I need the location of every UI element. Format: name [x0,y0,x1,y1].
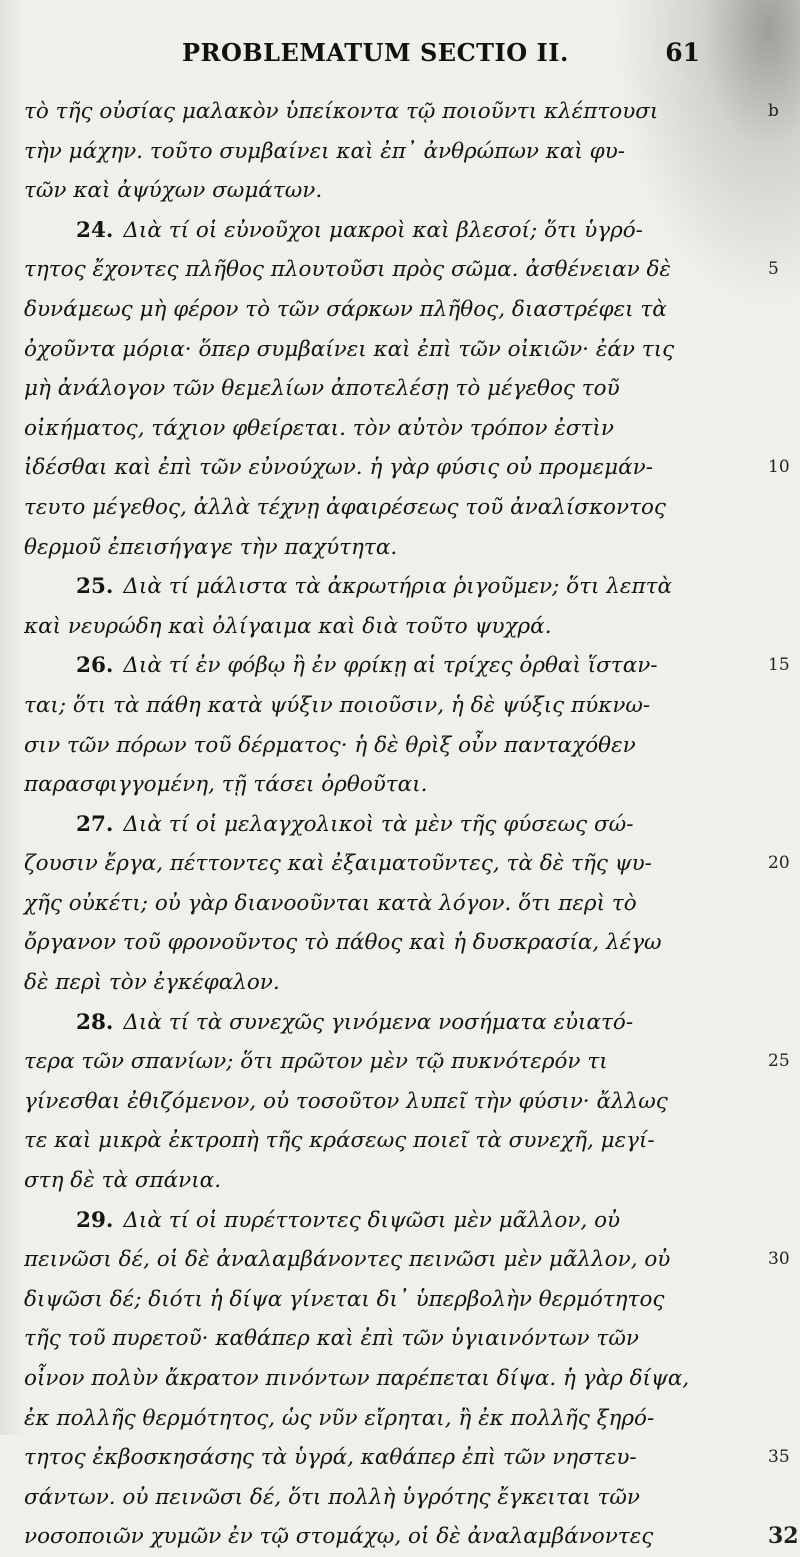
folio-marker: b [768,101,779,121]
text-line [24,884,744,924]
line-content [24,369,620,409]
text-line [24,1399,744,1439]
text-line [24,1280,744,1320]
line-content [24,1517,653,1557]
line-text: Διὰ τί οἱ μελαγχολικοὶ τὰ μὲν τῆς φύσεως σώ- [123,811,634,837]
text-line [24,290,744,330]
line-content [24,1082,668,1122]
line-text: ὄργανον τοῦ φρονοῦντος τὸ πάθος καὶ ἡ δυσκρασία, λέγω [24,930,662,956]
line-text: παρασφιγγομένη, τῇ τάσει ὀρθοῦται. [24,772,428,798]
line-content [24,250,671,290]
text-line [24,132,744,172]
text-line [24,1121,744,1161]
line-content [24,290,667,330]
line-text: Διὰ τί οἱ πυρέττοντες διψῶσι μὲν μᾶλλον, οὐ [123,1207,621,1233]
line-text: στη δὲ τὰ σπάνια. [24,1168,222,1194]
line-content [24,1438,637,1478]
line-content [24,92,658,132]
line-number: 32 [768,1523,799,1550]
line-content [24,211,643,251]
text-line [24,805,744,845]
line-content [24,528,397,568]
line-text: ται; ὅτι τὰ πάθη κατὰ ψύξιν ποιοῦσιν, ἡ δὲ ψύξις πύκνω- [24,692,651,718]
text-line [24,211,744,251]
line-text: χῆς οὐκέτι; οὐ γὰρ διανοοῦνται κατὰ λόγον. ὅτι περὶ τὸ [24,890,637,916]
text-line [24,1359,744,1399]
line-content [24,923,662,963]
line-content [24,884,637,924]
running-head [0,38,800,78]
line-content [24,1161,221,1201]
text-line [24,330,744,370]
section-number: 26. [76,653,114,679]
line-content [24,844,652,884]
line-content [24,1319,639,1359]
text-line [24,1042,790,1082]
line-text: τὸ τῆς οὐσίας μαλακὸν ὑπείκοντα τῷ ποιοῦντι κλέπτουσι [24,99,659,124]
line-text: διψῶσι δέ; διότι ἡ δίψα γίνεται δι᾽ ὑπερβολὴν θερμότητος [24,1286,665,1312]
line-number: 20 [768,853,790,874]
text-line [24,1438,790,1478]
line-text: σιν τῶν πόρων τοῦ δέρματος· ἡ δὲ θρὶξ οὖν πανταχόθεν [24,732,636,758]
text-line [24,250,779,290]
line-content [24,409,614,449]
line-content [24,567,672,607]
line-content [24,607,552,647]
text-line [24,171,744,211]
line-text: πεινῶσι δέ, οἱ δὲ ἀναλαμβάνοντες πεινῶσι μὲν μᾶλλον, οὐ [24,1247,671,1273]
line-text: τῶν καὶ ἀψύχων σωμάτων. [24,178,323,204]
line-content [24,1042,608,1082]
page-number: 61 [665,38,700,67]
line-text: οἶνον πολὺν ἄκρατον πινόντων παρέπεται δίψα. ἡ γὰρ δίψα, [24,1366,690,1391]
text-line [24,765,744,805]
line-text: τε καὶ μικρὰ ἐκτροπὴ τῆς κράσεως ποιεῖ τὰ συνεχῆ, μεγί- [24,1128,655,1154]
text-line [24,844,790,884]
text-line [24,1319,744,1359]
line-text: θερμοῦ ἐπεισήγαγε τὴν παχύτητα. [24,534,398,560]
line-number: 30 [768,1249,790,1270]
line-number: 10 [768,457,790,478]
line-text: Διὰ τί μάλιστα τὰ ἀκρωτήρια ῥιγοῦμεν; ὅτι λεπτὰ [123,574,672,600]
text-line [24,1478,744,1518]
line-content [24,765,427,805]
text-line [24,92,779,132]
line-text: τὴν μάχην. τοῦτο συμβαίνει καὶ ἐπ᾽ ἀνθρώπων καὶ φυ- [24,138,626,164]
line-text: Διὰ τί ἐν φόβῳ ἢ ἐν φρίκῃ αἱ τρίχες ὀρθαὶ ἵσταν- [123,653,658,679]
line-number: 25 [768,1051,790,1072]
line-text: Διὰ τί τὰ συνεχῶς γινόμενα νοσήματα εὐιατό- [123,1009,634,1035]
section-number: 28. [76,1009,114,1035]
line-text: οἰκήματος, τάχιον φθείρεται. τὸν αὐτὸν τρόπον ἐστὶν [24,415,614,441]
line-content [24,646,658,686]
line-content [24,488,666,528]
text-line [24,528,744,568]
text-line [24,488,744,528]
text-line [24,726,744,766]
text-line [24,448,790,488]
line-text: ἐκ πολλῆς θερμότητος, ὡς νῦν εἴρηται, ἢ ἐκ πολλῆς ξηρό- [24,1405,655,1431]
line-content [24,1478,640,1518]
line-content [24,132,625,172]
line-text: νοσοποιῶν χυμῶν ἐν τῷ στομάχῳ, οἱ δὲ ἀναλαμβάνοντες [24,1524,654,1550]
text-line [24,686,744,726]
line-content [24,1121,655,1161]
text-line [24,607,744,647]
line-number: 5 [768,259,779,280]
line-text: τερα τῶν σπανίων; ὅτι πρῶτον μὲν τῷ πυκνότερόν τι [24,1049,608,1075]
text-line [24,923,744,963]
text-line [24,1161,744,1201]
line-text: τητος ἔχοντες πλῆθος πλουτοῦσι πρὸς σῶμα. ἀσθένειαν δὲ [24,257,671,283]
text-line [24,409,744,449]
line-content [24,330,674,370]
text-line [24,1082,744,1122]
line-content [24,1280,664,1320]
line-content [24,726,636,766]
line-content [24,963,280,1003]
text-line [24,1517,799,1557]
line-content [24,448,653,488]
line-text: καὶ νευρώδη καὶ ὀλίγαιμα καὶ διὰ τοῦτο ψυχρά. [24,613,552,639]
line-text: ζουσιν ἔργα, πέττοντες καὶ ἐξαιματοῦντες, τὰ δὲ τῆς ψυ- [24,851,652,877]
line-content [24,686,650,726]
section-number: 29. [76,1207,114,1233]
line-text: τευτο μέγεθος, ἀλλὰ τέχνῃ ἀφαιρέσεως τοῦ ἀναλίσκοντος [24,494,666,520]
text-line [24,1240,790,1280]
line-text: μὴ ἀνάλογον τῶν θεμελίων ἀποτελέσῃ τὸ μέγεθος τοῦ [24,376,620,402]
text-line [24,567,744,607]
text-line [24,1003,744,1043]
text-line [24,646,790,686]
text-line [24,963,744,1003]
text-line [24,369,744,409]
line-content [24,171,322,211]
line-text: σάντων. οὐ πεινῶσι δέ, ὅτι πολλὴ ὑγρότης ἔγκειται τῶν [24,1484,640,1510]
line-content [24,1003,633,1043]
line-content [24,1240,670,1280]
line-text: ὀχοῦντα μόρια· ὅπερ συμβαίνει καὶ ἐπὶ τῶν οἰκιῶν· ἐάν τις [24,336,675,362]
line-content [24,1399,654,1439]
line-text: τῆς τοῦ πυρετοῦ· καθάπερ καὶ ἐπὶ τῶν ὑγιαινόντων τῶν [24,1326,639,1352]
running-head-title: PROBLEMATUM SECTIO II. [182,38,569,67]
line-content [24,1201,620,1241]
body-text [24,92,799,1557]
section-number: 24. [76,217,114,243]
section-number: 27. [76,811,114,837]
line-number: 35 [768,1447,790,1468]
line-content [24,805,633,845]
line-text: Διὰ τί οἱ εὐνοῦχοι μακροὶ καὶ βλεσοί; ὅτι ὑγρό- [123,217,643,243]
line-text: δὲ περὶ τὸν ἐγκέφαλον. [24,970,280,996]
line-text: δυνάμεως μὴ φέρον τὸ τῶν σάρκων πλῆθος, διαστρέφει τὰ [24,296,667,322]
text-line [24,1201,744,1241]
line-number: 15 [768,655,790,676]
line-text: τητος ἐκβοσκησάσης τὰ ὑγρά, καθάπερ ἐπὶ τῶν νηστευ- [24,1445,637,1471]
line-text: γίνεσθαι ἐθιζόμενον, οὐ τοσοῦτον λυπεῖ τὴν φύσιν· ἄλλως [24,1088,668,1114]
line-content [24,1359,689,1399]
section-number: 25. [76,574,114,600]
line-text: ἰδέσθαι καὶ ἐπὶ τῶν εὐνούχων. ἡ γὰρ φύσις οὐ προμεμάν- [24,455,654,481]
